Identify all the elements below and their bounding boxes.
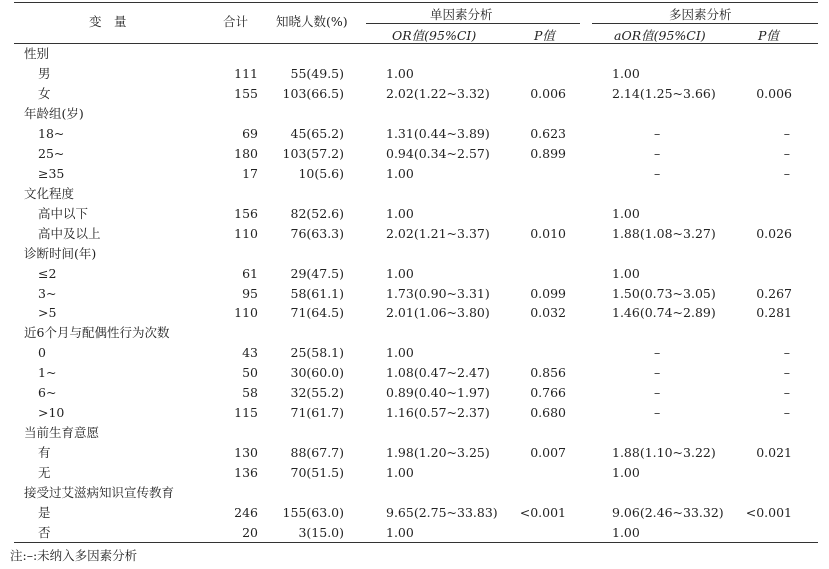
- aor-cell: 1.00: [612, 465, 640, 481]
- aor-cell: 9.06(2.46~33.32): [612, 505, 724, 521]
- group-label: 当前生育意愿: [24, 425, 100, 441]
- aware-cell: 45(65.2): [290, 125, 344, 141]
- table-row: [14, 363, 818, 383]
- total-cell: 246: [234, 505, 258, 521]
- adjusted-p-cell: –: [783, 145, 790, 161]
- or-cell: 1.00: [386, 65, 414, 81]
- aware-cell: 70(51.5): [290, 465, 344, 481]
- aor-cell: 1.00: [612, 205, 640, 221]
- group-label: 年龄组(岁): [24, 105, 84, 121]
- aware-cell: 82(52.6): [290, 205, 344, 221]
- group-label: 诊断时间(年): [24, 245, 97, 261]
- or-cell: 1.00: [386, 205, 414, 221]
- or-cell: 0.89(0.40~1.97): [386, 385, 490, 401]
- p-cell: 0.099: [530, 285, 566, 301]
- total-cell: 95: [242, 285, 258, 301]
- or-cell: 1.16(0.57~2.37): [386, 405, 490, 421]
- total-cell: 69: [242, 125, 258, 141]
- or-cell: 1.00: [386, 525, 414, 541]
- adjusted-p-cell: 0.026: [756, 225, 792, 241]
- total-cell: 130: [234, 445, 258, 461]
- aor-cell: 1.88(1.08~3.27): [612, 225, 716, 241]
- header-aor-ci: aOR值(95%CI): [614, 28, 706, 43]
- p-cell: 0.766: [530, 385, 566, 401]
- aware-cell: 58(61.1): [290, 285, 344, 301]
- table-row: [14, 224, 818, 244]
- row-label: 1~: [38, 365, 57, 381]
- aware-cell: 103(66.5): [282, 85, 344, 101]
- group-label: 近6个月与配偶性行为次数: [24, 325, 170, 341]
- table-row: [14, 84, 818, 104]
- aware-cell: 32(55.2): [290, 385, 344, 401]
- aor-cell: 2.14(1.25~3.66): [612, 85, 716, 101]
- table-row: [14, 463, 818, 483]
- p-cell: 0.856: [530, 365, 566, 381]
- table-row: [14, 204, 818, 224]
- aware-cell: 55(49.5): [290, 65, 344, 81]
- aware-cell: 76(63.3): [290, 225, 344, 241]
- aware-cell: 88(67.7): [290, 445, 344, 461]
- or-cell: 1.73(0.90~3.31): [386, 285, 490, 301]
- aor-cell: –: [654, 125, 661, 141]
- total-cell: 110: [234, 305, 258, 321]
- or-cell: 2.02(1.22~3.32): [386, 85, 490, 101]
- or-cell: 2.02(1.21~3.37): [386, 225, 490, 241]
- total-cell: 43: [242, 345, 258, 361]
- row-label: 否: [38, 525, 51, 541]
- table-group-row: [14, 44, 818, 64]
- aware-cell: 103(57.2): [282, 145, 344, 161]
- total-cell: 111: [234, 65, 258, 81]
- total-cell: 58: [242, 385, 258, 401]
- aor-cell: –: [654, 365, 661, 381]
- total-cell: 20: [242, 525, 258, 541]
- p-cell: 0.010: [530, 225, 566, 241]
- adjusted-p-cell: 0.021: [756, 445, 792, 461]
- table-row: [14, 303, 818, 323]
- table-group-row: [14, 423, 818, 443]
- uni-group-rule: [366, 23, 580, 24]
- header-p: P值: [534, 28, 555, 43]
- header-total: 合计: [223, 14, 249, 29]
- row-label: ≥35: [38, 165, 65, 181]
- row-label: 无: [38, 465, 51, 481]
- table-row: [14, 443, 818, 463]
- adjusted-p-cell: –: [783, 165, 790, 181]
- table-row: [14, 523, 818, 543]
- or-cell: 1.98(1.20~3.25): [386, 445, 490, 461]
- aware-cell: 71(64.5): [290, 305, 344, 321]
- row-label: >10: [38, 405, 65, 421]
- adjusted-p-cell: <0.001: [745, 505, 792, 521]
- aware-cell: 71(61.7): [290, 405, 344, 421]
- or-cell: 1.31(0.44~3.89): [386, 125, 490, 141]
- aor-cell: 1.00: [612, 265, 640, 281]
- row-label: 女: [38, 85, 51, 101]
- table-row: [14, 383, 818, 403]
- header-variable: 变 量: [89, 14, 127, 29]
- row-label: 3~: [38, 285, 57, 301]
- row-label: 高中以下: [38, 205, 89, 221]
- aware-cell: 25(58.1): [290, 345, 344, 361]
- p-cell: 0.623: [530, 125, 566, 141]
- group-label: 接受过艾滋病知识宣传教育: [24, 485, 175, 501]
- p-cell: 0.007: [530, 445, 566, 461]
- table-top-rule: [14, 2, 818, 3]
- table-note: 注:–:未纳入多因素分析: [10, 548, 138, 563]
- table-row: [14, 144, 818, 164]
- or-cell: 1.00: [386, 265, 414, 281]
- adjusted-p-cell: –: [783, 405, 790, 421]
- adjusted-p-cell: –: [783, 345, 790, 361]
- total-cell: 110: [234, 225, 258, 241]
- table-group-row: [14, 323, 818, 343]
- table-row: [14, 64, 818, 84]
- or-cell: 1.08(0.47~2.47): [386, 365, 490, 381]
- total-cell: 180: [234, 145, 258, 161]
- row-label: 18~: [38, 125, 65, 141]
- table-row: [14, 343, 818, 363]
- or-cell: 0.94(0.34~2.57): [386, 145, 490, 161]
- aware-cell: 155(63.0): [282, 505, 344, 521]
- or-cell: 1.00: [386, 345, 414, 361]
- aor-cell: 1.88(1.10~3.22): [612, 445, 716, 461]
- header-or-ci: OR值(95%CI): [392, 28, 477, 43]
- row-label: 男: [38, 65, 51, 81]
- header-aware: 知晓人数(%): [276, 14, 348, 29]
- adjusted-p-cell: 0.281: [756, 305, 792, 321]
- aor-cell: –: [654, 405, 661, 421]
- aor-cell: –: [654, 345, 661, 361]
- group-label: 性别: [24, 46, 50, 61]
- total-cell: 115: [234, 405, 258, 421]
- p-cell: 0.680: [530, 405, 566, 421]
- row-label: >5: [38, 305, 57, 321]
- total-cell: 17: [242, 165, 258, 181]
- aor-cell: 1.00: [612, 65, 640, 81]
- or-cell: 1.00: [386, 165, 414, 181]
- table-row: [14, 264, 818, 284]
- header-multivariate: 多因素分析: [669, 7, 732, 22]
- header-univariate: 单因素分析: [430, 7, 493, 22]
- group-label: 文化程度: [24, 185, 75, 201]
- p-cell: 0.899: [530, 145, 566, 161]
- total-cell: 50: [242, 365, 258, 381]
- header-p-adjusted: P值: [758, 28, 779, 43]
- aware-cell: 3(15.0): [298, 525, 344, 541]
- table-group-row: [14, 483, 818, 503]
- or-cell: 9.65(2.75~33.83): [386, 505, 498, 521]
- total-cell: 156: [234, 205, 258, 221]
- adjusted-p-cell: –: [783, 125, 790, 141]
- adjusted-p-cell: –: [783, 365, 790, 381]
- table-row: [14, 403, 818, 423]
- aor-cell: –: [654, 385, 661, 401]
- table-row: [14, 503, 818, 523]
- total-cell: 136: [234, 465, 258, 481]
- aor-cell: 1.00: [612, 525, 640, 541]
- table-group-row: [14, 104, 818, 124]
- table-row: [14, 164, 818, 184]
- p-cell: 0.032: [530, 305, 566, 321]
- multi-group-rule: [592, 23, 818, 24]
- table-group-row: [14, 184, 818, 204]
- p-cell: 0.006: [530, 85, 566, 101]
- total-cell: 61: [242, 265, 258, 281]
- table-row: [14, 284, 818, 304]
- row-label: 6~: [38, 385, 57, 401]
- aor-cell: –: [654, 145, 661, 161]
- row-label: 0: [38, 345, 46, 361]
- table-row: [14, 124, 818, 144]
- row-label: 是: [38, 505, 51, 521]
- aware-cell: 30(60.0): [290, 365, 344, 381]
- or-cell: 2.01(1.06~3.80): [386, 305, 490, 321]
- aware-cell: 29(47.5): [290, 265, 344, 281]
- row-label: 高中及以上: [38, 225, 101, 241]
- row-label: 25~: [38, 145, 65, 161]
- aware-cell: 10(5.6): [298, 165, 344, 181]
- p-cell: <0.001: [519, 505, 566, 521]
- table-group-row: [14, 244, 818, 264]
- or-cell: 1.00: [386, 465, 414, 481]
- adjusted-p-cell: 0.267: [756, 285, 792, 301]
- aor-cell: 1.50(0.73~3.05): [612, 285, 716, 301]
- row-label: 有: [38, 445, 51, 461]
- total-cell: 155: [234, 85, 258, 101]
- aor-cell: –: [654, 165, 661, 181]
- adjusted-p-cell: 0.006: [756, 85, 792, 101]
- adjusted-p-cell: –: [783, 385, 790, 401]
- row-label: ≤2: [38, 265, 57, 281]
- aor-cell: 1.46(0.74~2.89): [612, 305, 716, 321]
